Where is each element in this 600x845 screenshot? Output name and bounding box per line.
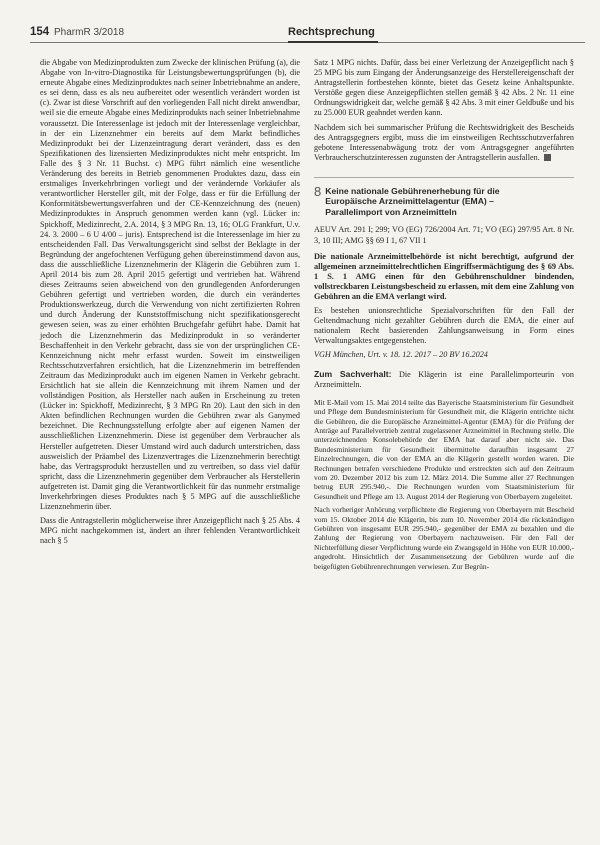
- headnote-1: Die nationale Arzneimittelbehörde ist nicht berechtigt, aufgrund der allgemeinen arzneimittelrechtlichen Eingriffsermächtigung des § 69 Abs. 1 S. 1 AMG einen für den Gebührenschuldner bindenden, vollstreckbaren Leistungsbescheid zu erlassen, mit dem eine Zahlung von Gebühren an die EMA verlangt wird.: [314, 251, 574, 301]
- left-paragraph-2: Dass die Antragstellerin möglicherweise ihrer Anzeigepflicht nach § 25 Abs. 4 MPG nicht nachgekommen ist, ändert an ihrer fehlenden Verantwortlichkeit nach § 5: [40, 516, 300, 546]
- case-number: 8: [314, 183, 322, 199]
- facts-paragraph-2: Nach vorheriger Anhörung verpflichtete die Regierung von Oberbayern mit Bescheid vom 15. Oktober 2014 die Klägerin, bis zum 10. November 2014 die rückständigen Gebühren von insgesamt EUR 295.940,- gegenüber der EMA zu bezahlen und die Zahlung der Regierung von Oberbayern nachzuweisen. Für den Fall der Nichterfüllung dieser Verpflichtung wurde ein Zwangsgeld in Höhe von EUR 10.000,- angedroht. Hinsichtlich der Zusammensetzung der Gebühren wurde auf die beigefügten Gebührenrechnungen verwiesen. Zur Begrün-: [314, 505, 574, 571]
- court-citation: VGH München, Urt. v. 18. 12. 2017 – 20 BV 16.2024: [314, 350, 488, 360]
- left-column: [40, 58, 300, 838]
- case-title: [325, 186, 499, 218]
- facts-intro: [314, 369, 574, 390]
- case-title-line: Europäische Arzneimittelagentur (EMA) –: [325, 196, 494, 207]
- page-number: 154: [30, 26, 50, 38]
- case-title-line: Parallelimport von Arzneimitteln: [325, 206, 457, 217]
- left-paragraph-1: die Abgabe von Medizinprodukten zum Zwecke der klinischen Prüfung (a), die Abgabe von In-vitro-Diagnostika für Leistungsbewertungsprüfungen (b), die erneute Abgabe eines Medizinproduktes nach seiner Inbetriebnahme an andere, es sei denn, dass es als neu aufbereitet oder wesentlich verändert worden ist (c). Zwar ist diese Vorschrift auf den vorliegenden Fall nicht direkt anwendbar, weil sie die erneute Abgabe eines Medizinprodukts nach seiner Inbetriebnahme voraussetzt. Die Interessenlage ist jedoch mit der Interessenlage vergleichbar, in der ein Lizenznehmer ein bereits auf dem Markt befindliches Medizinprodukt bei der Lizenzeintragung derart verändert, dass es den Spezifikationen des lizensierten Medizinproduktes nicht mehr entspricht. Im Falle des § 3 Nr. 11 Buchst. c) MPG führt nämlich eine wesentliche Veränderung des bereits in Betrieb genommenen Produktes dazu, dass ein erstmaliges Inverkehrbringen vorliegt und der verändernde Vorkäufer als verantwortlicher Hersteller gilt, mit der Folge, dass er für die Erfüllung der Konformitätsbewertungsverfahren und der CE-Kennzeichnung des (neuen) Medizinproduktes in Anspruch genommen werden kann (vgl. Lücker in: Spickhoff, Medizinrecht, 2.A. 2014, § 3 MPG Rn. 13, 16; OLG Frankfurt, U.v. 24. 3. 2000 – 6 U 4/00 – juris). Entsprechend ist die Interessenlage im hier zu entscheidenden Fall. Das Verwaltungsgericht sind selbst der Beklagte in der Begründung der angefochtenen Verfügung gehen übereinstimmend davon aus, dass die ausschließliche Lizenznehmerin der Klägerin die Gebühren zum 1. April 2014 bis zum 28. April 2015 gefertigt und vertrieben hat. Während dieses Zeitraums seien abweichend von den grundlegenden Anforderungen Gebühren gefertigt und vertrieben worden, die durch ein verändertes Produktionswerkzeug, durch die Verwendung von nicht zertifizierten Rohren und durch Änderung der Kunststoffmischung nicht spezifikationsgerecht gewesen seien, was zu einer erhöhten Bruchgefahr geführt habe. Damit hat jedoch die Lizenznehmerin das Medizinprodukt in so veränderter Beschaffenheit in den Verkehr gebracht, dass sie von der ursprünglichen CE-Kennzeichnung nicht mehr erfasst wurden. Soweit im einstweiligen Rechtsschutzverfahren ersichtlich, hat die Lizenznehmerin im betreffenden Zeitraum das Medizinprodukt auch im eigenen Namen in Verkehr gebracht. Ersichtlich hat sie allein die Kennzeichnung mit ihrem Namen und der vollständigen Position, als Hersteller nach außen in Erscheinung zu treten (Lücker in: Spickhoff, Medizinrecht, § 3 MPG Rn 20). Laut den sich in den Akten befindlichen Rechnungen wurden die Gebühren zwar als Ganymed bezeichnet. Die Rechnungsstellung erfolgte aber auf eigenen Namen der ausschließlichen Lizenznehmerin. Diese ist gegenüber dem Verbraucher als Hersteller aufgetreten. Dieser Umstand wird auch dadurch unterstrichen, dass ausweislich der Präambel des Lizenzvertrages die Lizenznehmerin berechtigt habe, das Vertragsprodukt herzustellen und zu vertreiben, so dass viel dafür spricht, dass die Lizenznehmerin gegenüber dem Verbraucher als Herstellerin aufgetreten ist. Damit ging die Verantwortlichkeit für das nunmehr erstmalige Inverkehrbringen dieses Produktes nach § 5 MPG auf die ausschließliche Lizenznehmerin über.: [40, 58, 300, 512]
- facts-label: Zum Sachverhalt:: [314, 368, 392, 379]
- section-title: Rechtsprechung: [288, 26, 375, 38]
- facts-paragraph-1: Mit E-Mail vom 15. Mai 2014 teilte das Bayerische Staatsministerium für Gesundheit und Pflege dem Bundesministerium für Gesundheit mit, die Klägerin entrichte nicht die Gebühren, die die Europäische Arzneimittel-Agentur (EMA) für die Prüfung der Anträge auf Parallelvertrieb zentral zugelassener Arzneimittel in Rechnung stelle. Die unterzeichnenden Konsolebehörde der EMA hat darauf aber nicht sie. Das Bundesministerium für Gesundheit übermittelte daraufhin insgesamt 27 Einzelrechnungen, die von der EMA an die Klägerin gestellt worden waren. Die Rechnungen betrafen verschiedene Produkte und erstreckten sich auf den Zeitraum vom 20. Dezember 2012 bis zum 12. März 2014. Die Summe aller 27 Rechnungen betrug EUR 295.940,-. Die Rechnungen wurden vom Staatsministerium für Gesundheit und Pflege am 13. August 2014 der Regierung von Oberbayern zugeleitet.: [314, 397, 574, 501]
- right-paragraph-2-text: Nachdem sich bei summarischer Prüfung die Rechtswidrigkeit des Bescheids des Antragsgegners ergibt, muss die im einstweiligen Rechtsschutzverfahren gebotene Interessenabwägung trotz der vom Antragsgegner angeführten Verbraucherschutzinteressen zugunsten der Antragstellerin ausfallen.: [314, 122, 574, 162]
- journal-name: PharmR 3/2018: [54, 27, 125, 38]
- right-paragraph-1: Satz 1 MPG nichts. Dafür, dass bei einer Verletzung der Anzeigepflicht nach § 25 MPG bis zum Eingang der Änderungsanzeige des Herstellereigenschaft der Antragstellerin fortbestehen könnte, bietet das Gesetz keine Anhaltspunkte. Verstöße gegen diese Anzeigepflichten stellen gemäß § 42 Abs. 2 Nr. 11 eine Ordnungswidrigkeit dar, welche gemäß § 42 Abs. 3 mit einer Geldbuße und bis zu 25.000 EUR geahndet werden kann.: [314, 58, 574, 118]
- right-column: [314, 58, 574, 838]
- case-divider: [314, 177, 574, 178]
- right-paragraph-2: [314, 123, 574, 163]
- statute-references: AEUV Art. 291 I; 299; VO (EG) 726/2004 Art. 71; VO (EG) 297/95 Art. 8 Nr. 3, 10 III; AMG §§ 69 I 1, 67 VII 1: [314, 225, 574, 245]
- section-underline: [288, 41, 378, 43]
- headnote-2: Es bestehen unionsrechtliche Spezialvorschriften für den Fall der Geltendmachung nicht gezahlter Gebühren durch die EMA, die einer auf nationalem Recht basierenden Zahlungsanweisung in Form eines Verwaltungsaktes entgegenstehen.: [314, 306, 574, 346]
- facts-intro-text: Die Klägerin ist eine Parallelimporteurin von Arzneimitteln.: [314, 369, 574, 389]
- end-of-article-mark: [544, 154, 551, 161]
- case-title-line: Keine nationale Gebührenerhebung für die: [325, 185, 500, 196]
- page-header: [30, 24, 585, 43]
- case-heading: [314, 183, 574, 218]
